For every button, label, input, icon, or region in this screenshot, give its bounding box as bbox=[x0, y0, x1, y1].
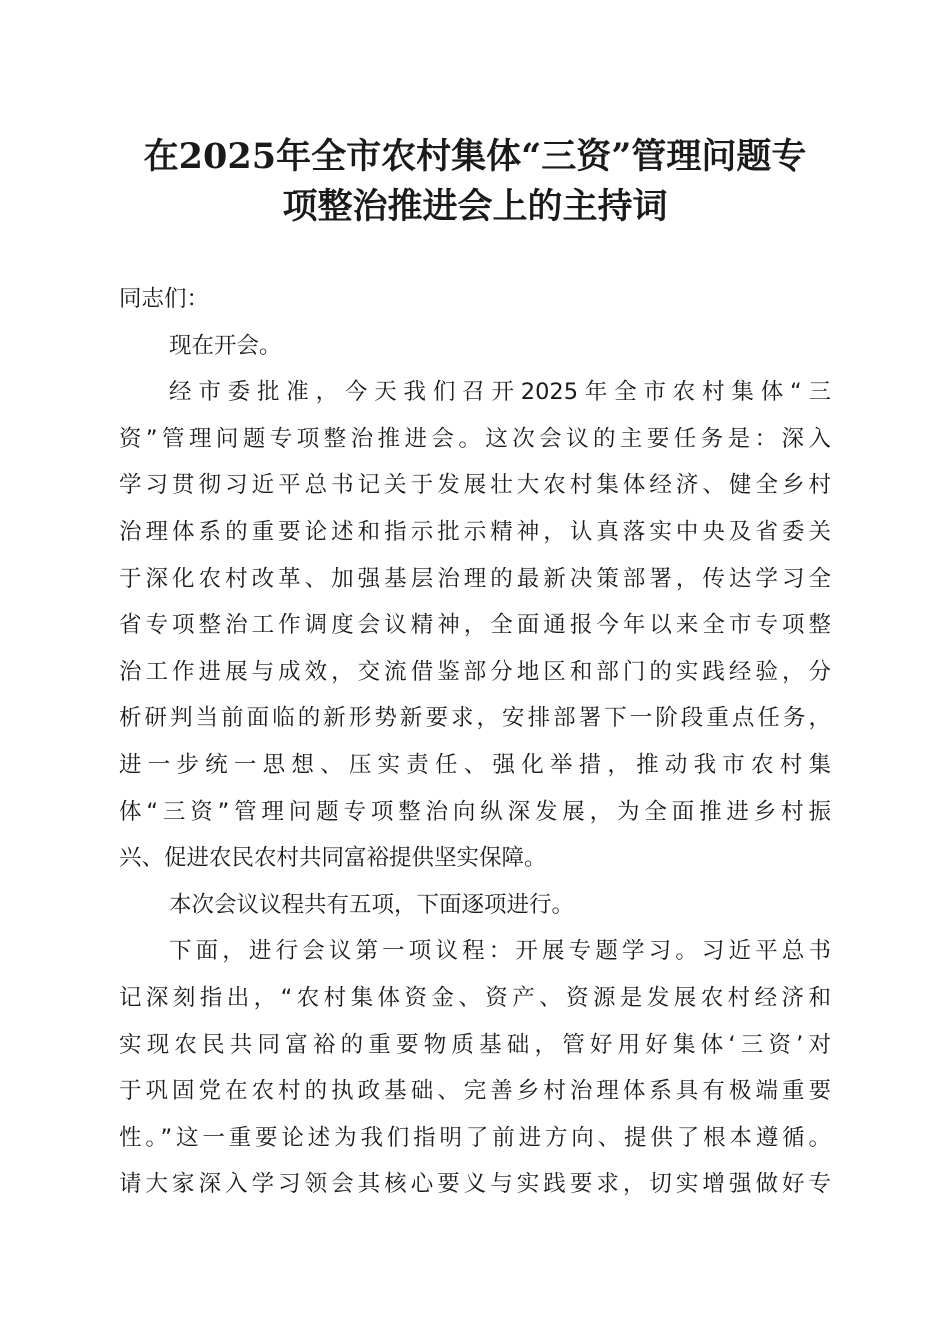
paragraph-line: 治工作进展与成效，交流借鉴部分地区和部门的实践经验，分 bbox=[119, 658, 831, 685]
document-body bbox=[119, 276, 831, 1208]
paragraph-line: 资”管理问题专项整治推进会。这次会议的主要任务是：深入 bbox=[119, 425, 831, 452]
paragraph-line: 请大家深入学习领会其核心要义与实践要求，切实增强做好专 bbox=[119, 1171, 831, 1198]
paragraph-line: 性。”这一重要论述为我们指明了前进方向、提供了根本遵循。 bbox=[119, 1124, 831, 1151]
paragraph-line: 记深刻指出，“农村集体资金、资产、资源是发展农村经济和 bbox=[119, 984, 831, 1011]
salutation: 同志们： bbox=[119, 286, 210, 312]
title-line-1: 在2025年全市农村集体“三资”管理问题专 bbox=[143, 136, 807, 177]
paragraph-line: 治理体系的重要论述和指示批示精神，认真落实中央及省委关 bbox=[119, 518, 831, 545]
paragraph-line: 析研判当前面临的新形势新要求，安排部署下一阶段重点任务， bbox=[119, 705, 831, 732]
paragraph-line: 经市委批准，今天我们召开2025年全市农村集体“三 bbox=[169, 379, 831, 406]
paragraph-line: 实现农民共同富裕的重要物质基础，管好用好集体‘三资’对 bbox=[119, 1031, 831, 1058]
paragraph-line: 体“三资”管理问题专项整治向纵深发展，为全面推进乡村振 bbox=[119, 798, 831, 825]
paragraph-line: 本次会议议程共有五项，下面逐项进行。 bbox=[169, 891, 575, 918]
title-line-2: 项整治推进会上的主持词 bbox=[282, 186, 668, 227]
paragraph-line: 下面，进行会议第一项议程：开展专题学习。习近平总书 bbox=[169, 938, 831, 965]
paragraph-line: 学习贯彻习近平总书记关于发展壮大农村集体经济、健全乡村 bbox=[119, 472, 831, 499]
paragraph-line: 于巩固党在农村的执政基础、完善乡村治理体系具有极端重要 bbox=[119, 1078, 831, 1105]
paragraph-line: 省专项整治工作调度会议精神，全面通报今年以来全市专项整 bbox=[119, 612, 831, 639]
paragraph-line: 兴、促进农民农村共同富裕提供坚实保障。 bbox=[119, 845, 547, 872]
paragraph-line: 进一步统一思想、压实责任、强化举措，推动我市农村集 bbox=[119, 751, 831, 778]
paragraph-line: 现在开会。 bbox=[169, 332, 282, 359]
paragraph-line: 于深化农村改革、加强基层治理的最新决策部署，传达学习全 bbox=[119, 565, 831, 592]
document-title bbox=[100, 132, 850, 232]
